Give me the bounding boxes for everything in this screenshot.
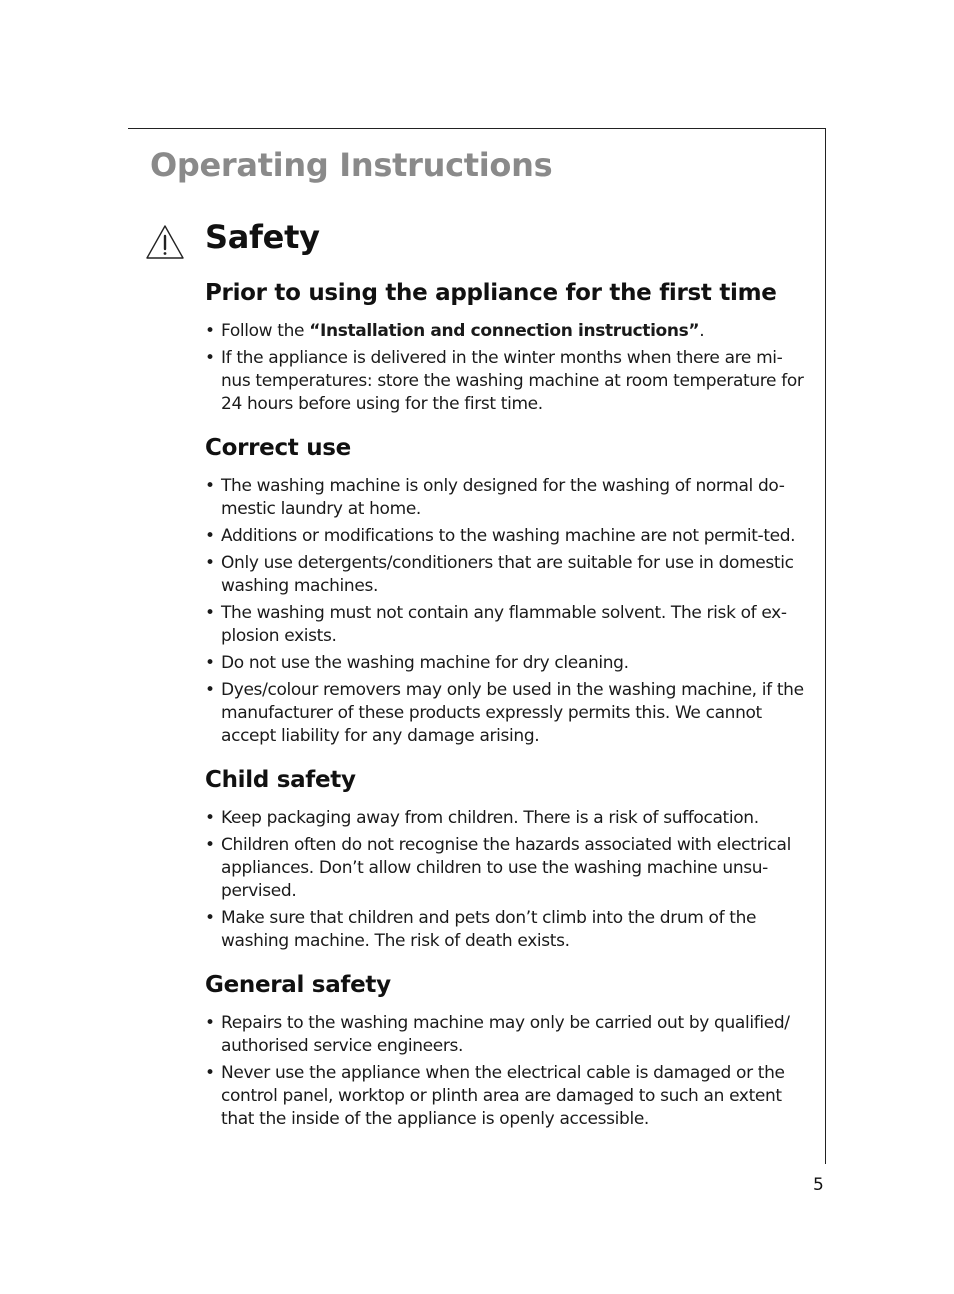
page-title: Safety xyxy=(205,218,320,256)
page-number: 5 xyxy=(813,1175,824,1195)
list-item: • The washing must not contain any flammable solvent. The risk of ex-plosion exists. xyxy=(205,602,810,648)
list-item: • Keep packaging away from children. There is a risk of suffocation. xyxy=(205,807,810,830)
bullet-list xyxy=(205,807,810,953)
list-item: • Make sure that children and pets don’t climb into the drum of the washing machine. The risk of death exists. xyxy=(205,907,810,953)
content-area xyxy=(205,276,810,1135)
list-item: • Only use detergents/conditioners that are suitable for use in domestic washing machines. xyxy=(205,552,810,598)
list-item: • The washing machine is only designed for the washing of normal do-mestic laundry at home. xyxy=(205,475,810,521)
bullet-list xyxy=(205,1012,810,1131)
list-item: • If the appliance is delivered in the winter months when there are mi-nus temperatures: store the washing machine at room temperature for 24 hours before using for the first time. xyxy=(205,347,810,416)
section-correct-use xyxy=(205,431,810,748)
section-general-safety xyxy=(205,968,810,1131)
item-text: Follow the xyxy=(221,321,310,341)
section-title: Operating Instructions xyxy=(150,146,553,184)
item-text-suffix: . xyxy=(699,321,705,341)
section-heading: Correct use xyxy=(205,435,351,461)
section-heading: Child safety xyxy=(205,767,356,793)
right-margin-rule xyxy=(825,128,826,1164)
section-child-safety xyxy=(205,763,810,953)
list-item: • Dyes/colour removers may only be used in the washing machine, if the manufacturer of these products expressly permits this. We cannot accept liability for any damage arising. xyxy=(205,679,810,748)
bullet-list xyxy=(205,475,810,748)
list-item: • Children often do not recognise the hazards associated with electrical appliances. Don’t allow children to use the washing machine unsu-pervised. xyxy=(205,834,810,903)
bullet-list xyxy=(205,320,810,416)
list-item: • Repairs to the washing machine may only be carried out by qualified/ authorised service engineers. xyxy=(205,1012,810,1058)
list-item: • Do not use the washing machine for dry cleaning. xyxy=(205,652,810,675)
instructions-reference: “Installation and connection instructions” xyxy=(309,321,700,341)
list-item xyxy=(205,320,810,343)
section-heading: General safety xyxy=(205,972,391,998)
warning-triangle-icon xyxy=(145,224,185,260)
section-heading: Prior to using the appliance for the first time xyxy=(205,280,777,306)
section-first-use xyxy=(205,276,810,416)
top-rule xyxy=(128,128,826,129)
list-item: • Additions or modifications to the washing machine are not permit-ted. xyxy=(205,525,810,548)
list-item: • Never use the appliance when the electrical cable is damaged or the control panel, worktop or plinth area are damaged to such an extent that the inside of the appliance is openly accessible. xyxy=(205,1062,810,1131)
